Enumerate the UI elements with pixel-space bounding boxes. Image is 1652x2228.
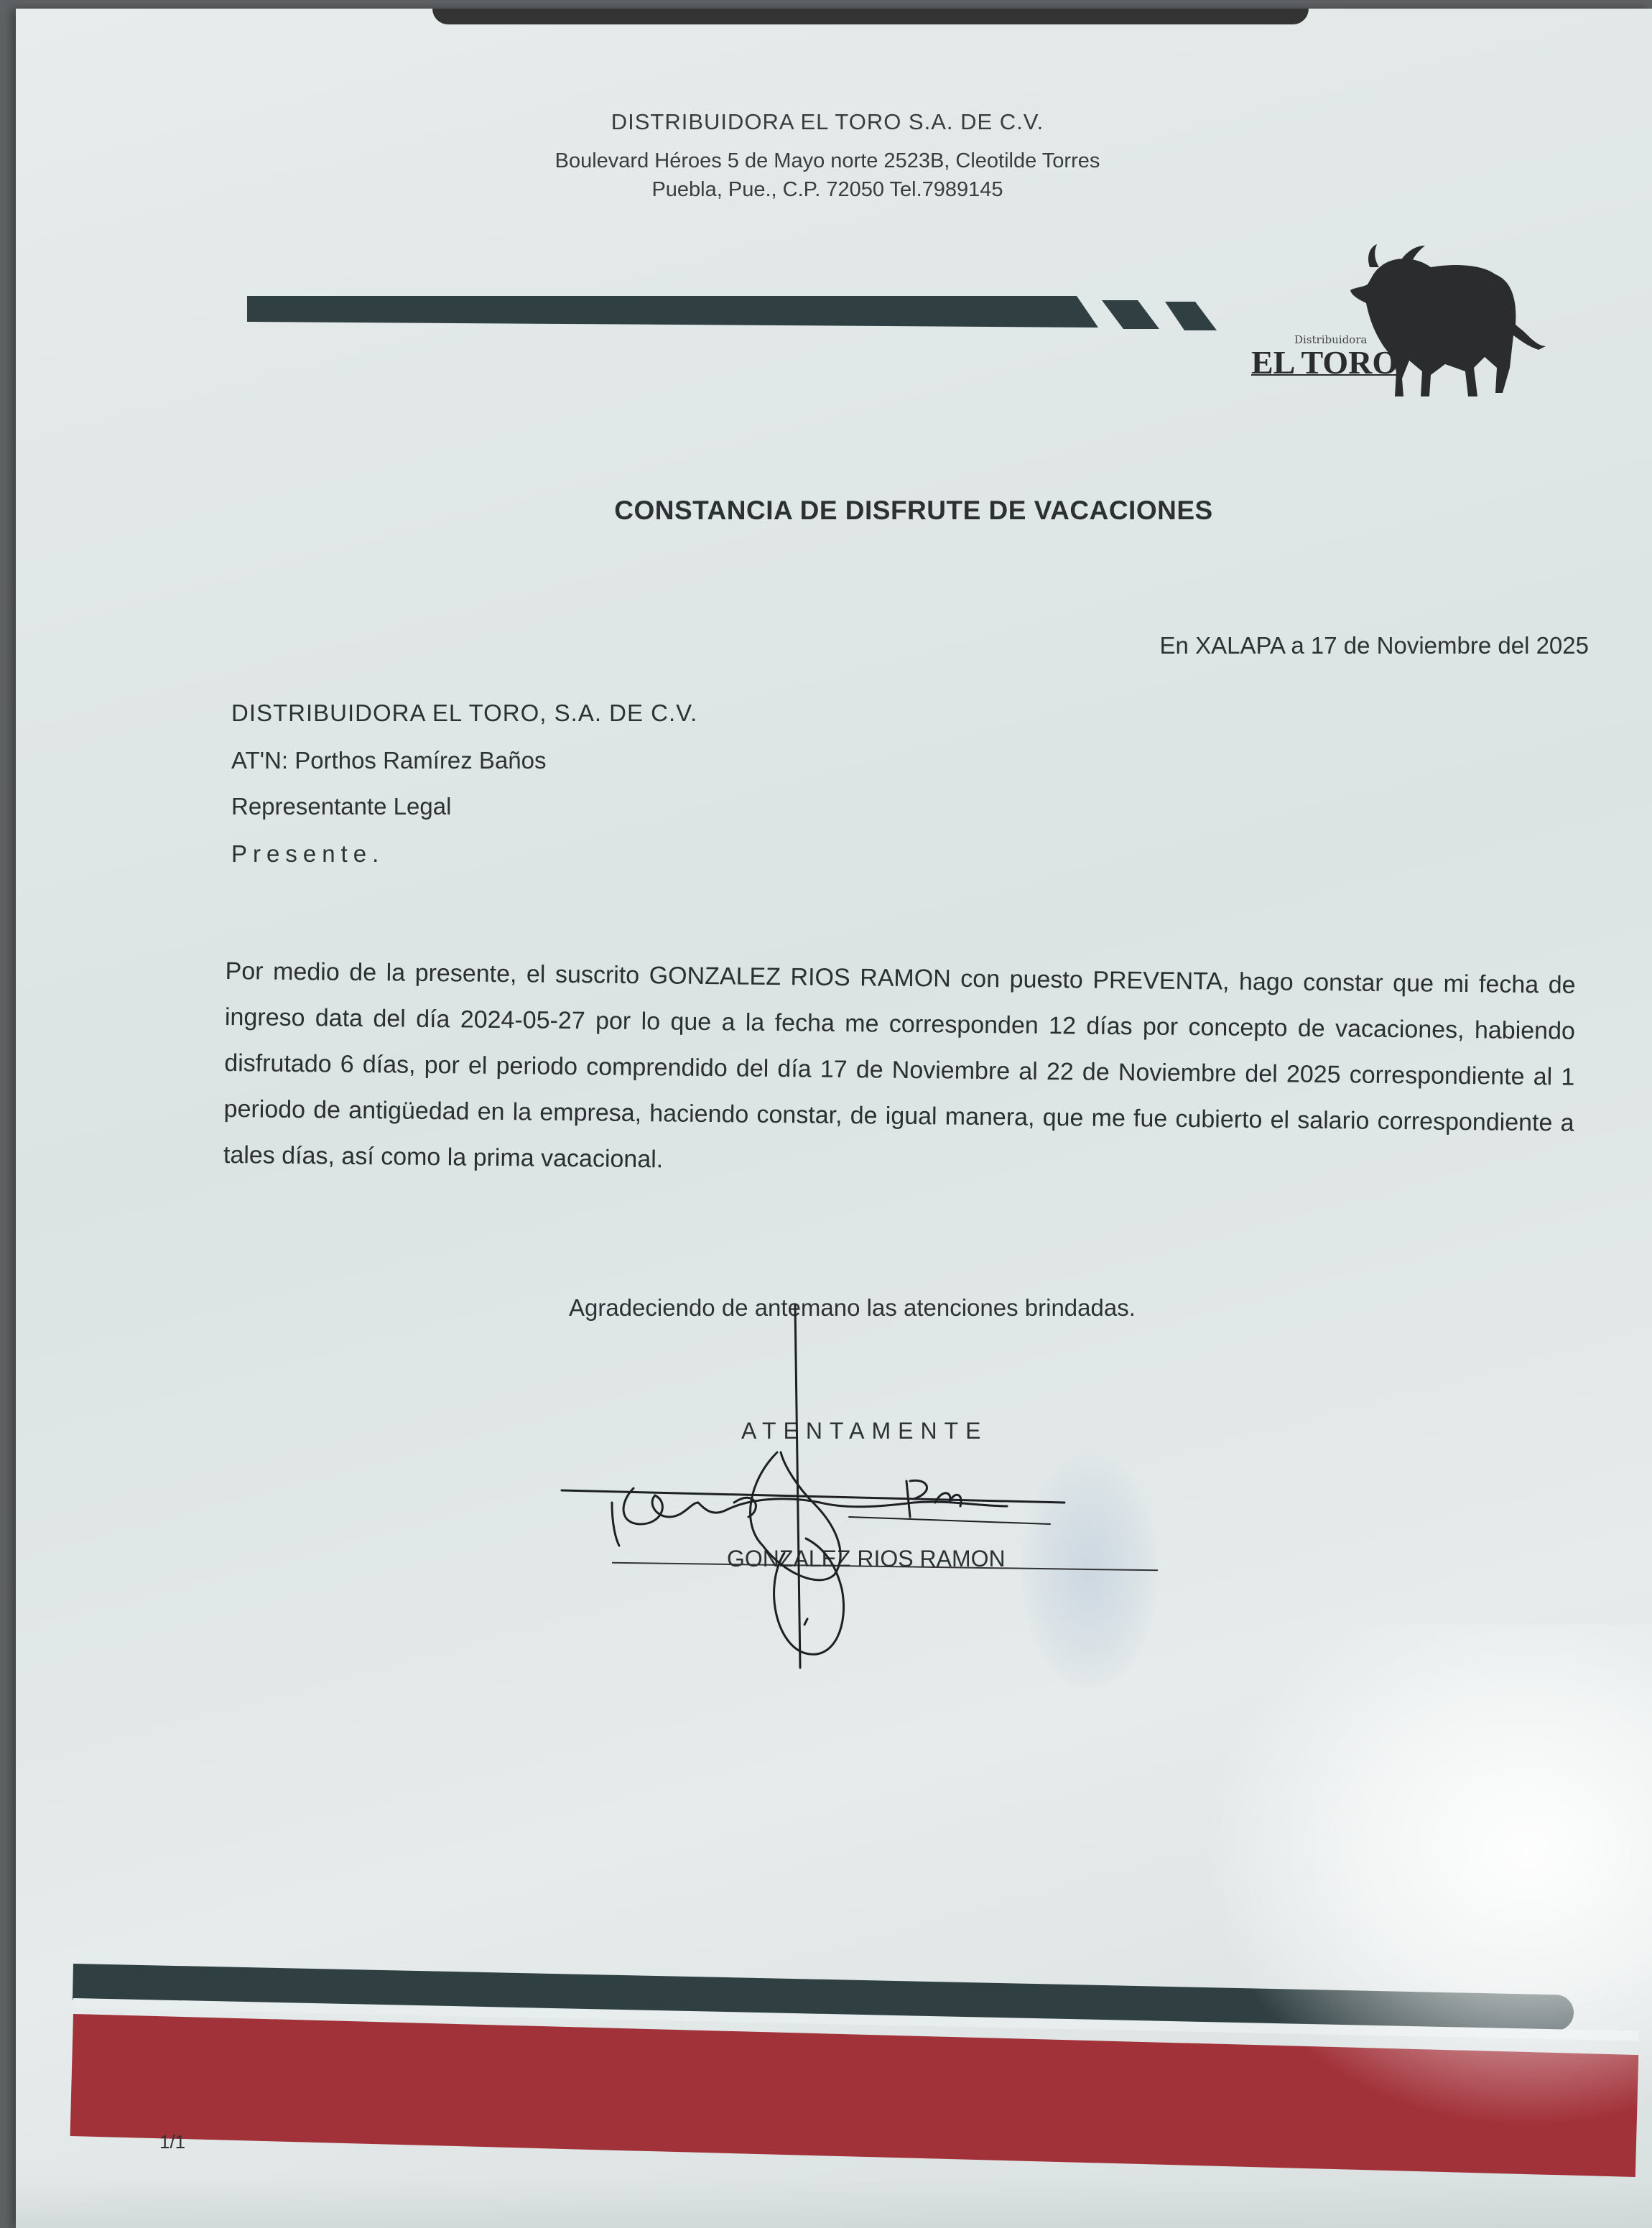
date-line: En XALAPA a 17 de Noviembre del 2025 [1159, 632, 1589, 659]
header-stripe [247, 293, 1238, 336]
document-title: CONSTANCIA DE DISFRUTE DE VACACIONES [614, 496, 1213, 525]
closing-line: Agradeciendo de antemano las atenciones brindadas. [569, 1294, 1136, 1321]
company-address-line1: Boulevard Héroes 5 de Mayo norte 2523B, Cleotilde Torres [554, 149, 1100, 172]
recipient-company: DISTRIBUIDORA EL TORO, S.A. DE C.V. [231, 700, 698, 726]
company-name-header: DISTRIBUIDORA EL TORO S.A. DE C.V. [611, 109, 1044, 134]
clipboard-clip [432, 9, 1309, 24]
footer-red-stripe [70, 2014, 1639, 2177]
recipient-greeting: Presente. [231, 840, 385, 867]
logo-small-text: Distribuidora [1294, 333, 1368, 346]
recipient-attention: AT'N: Porthos Ramírez Baños [231, 747, 547, 774]
page-number: 1/1 [159, 2131, 186, 2153]
bull-icon [1237, 224, 1567, 411]
document-page [16, 9, 1652, 2228]
body-paragraph: Por medio de la presente, el suscrito GONZALEZ RIOS RAMON con puesto PREVENTA, hago constar que mi fecha de ingreso data del día 2024-05-27 por lo que a la fecha me corresponden 12 días por concepto de vacaciones, habiendo disfrutado 6 días, por el periodo comprendido del día 17 de Noviembre al 22 de Noviembre del 2025 correspondiente al 1 periodo de antigüedad en la empresa, haciendo constar, de igual manera, que me fue cubierto el salario correspondiente a tales días, así como la prima vacacional. [223, 957, 1576, 1174]
page-bottom-shadow [16, 2178, 1652, 2228]
recipient-role: Representante Legal [231, 793, 452, 820]
signer-name: GONZALEZ RIOS RAMON [727, 1546, 1006, 1572]
company-address-line2: Puebla, Pue., C.P. 72050 Tel.7989145 [651, 178, 1003, 201]
sign-off: ATENTAMENTE [741, 1418, 988, 1444]
handwritten-signature [547, 1287, 1136, 1689]
company-logo [1237, 224, 1567, 411]
logo-brand-text: EL TORO [1251, 344, 1398, 381]
